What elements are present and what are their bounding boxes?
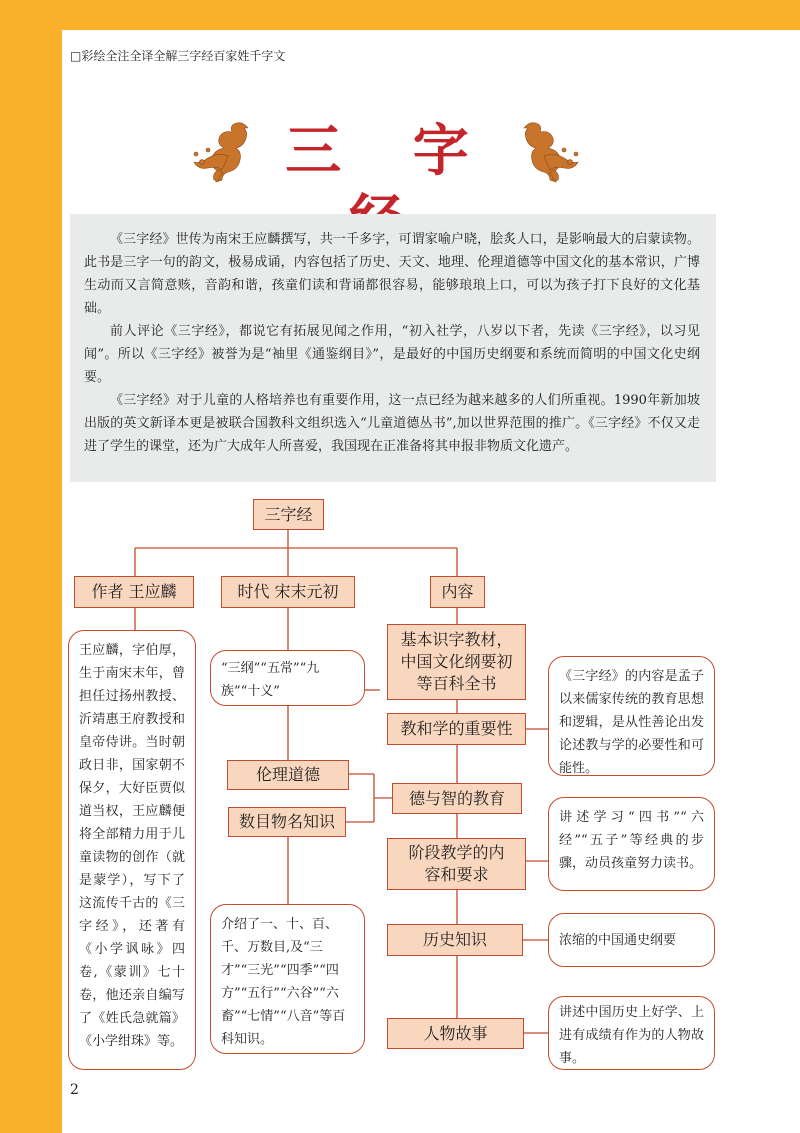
book-header: □彩绘全注全译全解三字经百家姓千字文 — [70, 49, 286, 63]
stages-note: 讲述学习“四书”“六经”“五子”等经典的步骤，动员孩童努力读书。 — [548, 797, 715, 891]
basic-node: 基本识字教材，中国文化纲要初等百科全书 — [387, 624, 526, 700]
people-node: 人物故事 — [387, 1018, 524, 1049]
page-number: 2 — [70, 1082, 79, 1098]
history-node: 历史知识 — [387, 924, 523, 956]
people-note: 讲述中国历史上好学、上进有成绩有作为的人物故事。 — [548, 996, 715, 1070]
page-title: 三 字 — [285, 118, 495, 184]
root-node: 三字经 — [253, 499, 324, 530]
content-node: 内容 — [430, 576, 485, 608]
teaching-note: 《三字经》的内容是孟子以来儒家传统的教育思想和逻辑，是从性善论出发论述教与学的必要性和可能性。 — [548, 656, 715, 776]
stages-node: 阶段教学的内容和要求 — [387, 838, 526, 890]
numbers-note: 介绍了一、十、百、千、万数目,及“三才”“三光”“四季”“四方”“五行”“六谷”“六畜”“七情”“八音”等百科知识。 — [210, 904, 365, 1054]
intro-paragraph: 前人评论《三字经》，都说它有拓展见闻之作用，“初入社学，八岁以下者，先读《三字经》，以习见闻”。所以《三字经》被誉为是“袖里《通鉴纲目》”，是最好的中国历史纲要和系统而简明的中国文化史纲要。 — [84, 324, 700, 385]
author-node: 作者 王应麟 — [74, 576, 194, 608]
intro-paragraph: 《三字经》对于儿童的人格培养也有重要作用，这一点已经为越来越多的人们所重视。1990年新加坡出版的英文新译本更是被联合国教科文组织选入“儿童道德丛书”,加以世界范围的推广。《三字经》不仅又走进了学生的课堂，还为广大成年人所喜爱，我国现在正准备将其申报非物质文化遗产。 — [84, 393, 700, 454]
moral-node: 德与智的教育 — [392, 783, 522, 814]
teaching-node: 教和学的重要性 — [387, 713, 526, 745]
history-note: 浓缩的中国通史纲要 — [548, 913, 715, 967]
intro-paragraph: 《三字经》世传为南宋王应麟撰写，共一千多字，可谓家喻户晓，脍炙人口，是影响最大的启蒙读物。此书是三字一句的韵文，极易成诵，内容包括了历史、天文、地理、伦理道德等中国文化的基本常识，广博生动而又言简意赅，音韵和谐，孩童们读和背诵都很容易，能够琅琅上口，可以为孩子打下良好的文化基础。 — [84, 232, 700, 316]
ethics-note: “三纲”“五常”“九族”“十义” — [210, 650, 365, 706]
book-title: 彩绘全注全译全解三字经百家姓千字文 — [81, 49, 286, 63]
ethics-node: 伦理道德 — [227, 760, 349, 790]
era-node: 时代 宋末元初 — [221, 576, 355, 608]
numbers-node: 数目物名知识 — [228, 807, 346, 837]
author-note: 王应麟，字伯厚，生于南宋末年，曾担任过扬州教授、沂靖惠王府教授和皇帝侍讲。当时朝政日非，国家朝不保夕，大好臣贾似道当权，王应麟便将全部精力用于儿童读物的创作（就是蒙学），写下了这流传千古的《三字经》，还著有《小学讽咏》四卷,《蒙训》七十卷，他还亲自编写了《姓氏急就篇》《小学绀珠》等。 — [68, 630, 196, 1070]
